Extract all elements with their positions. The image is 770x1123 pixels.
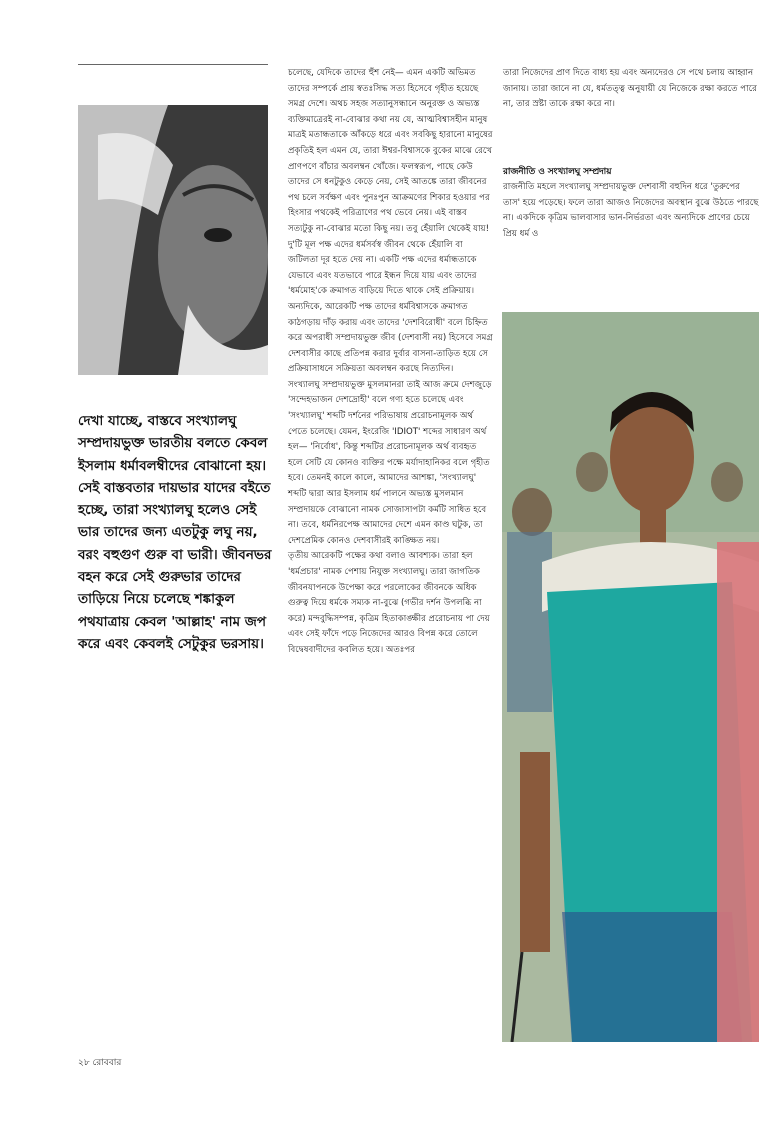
old-man-photo-drawing — [78, 105, 268, 375]
girl-photo — [502, 312, 759, 1042]
article-column-right-sub: রাজনীতি মহলে সংখ্যালঘু সম্প্রদায়ভুক্ত দেশবাসী বহুদিন ধরে 'তুরুপের তাস' হয়ে পড়েছে। ফলে তারা আজও নিজেদের অবস্থান বুঝে উঠতে পারছে না। একদিকে কৃত্রিম ভালবাসার ভান-নির্ভরতা এবং অন্যদিকে প্রাণের চেয়ে প্রিয় ধর্ম ও — [503, 182, 759, 239]
girl-photo-drawing — [502, 312, 759, 1042]
top-rule — [78, 64, 268, 65]
section-subheading: রাজনীতি ও সংখ্যালঘু সম্প্রদায় — [503, 167, 612, 177]
article-column-right-top: তারা নিজেদের প্রাণ দিতে বাধ্য হয় এবং অন্যদেরও সে পথে চলায় আহ্বান জানায়। তারা জানে না যে, ধর্মতত্ত্ব অনুযায়ী যে নিজেকে রক্ষা করতে পারে না, তার স্রষ্টা তাকে রক্ষা করে না। — [503, 68, 757, 110]
old-man-photo — [78, 105, 268, 375]
pullquote: দেখা যাচ্ছে, বাস্তবে সংখ্যালঘু সম্প্রদায়ভুক্ত ভারতীয় বলতে কেবল ইসলাম ধর্মাবলম্বীদের বোঝানো হয়। সেই বাস্তবতার দায়ভার যাদের বইতে হচ্ছে, তারা সংখ্যালঘু হলেও সেই ভার তাদের জন্য এতটুকু লঘু নয়, বরং বহুগুণ গুরু বা ভারী। জীবনভর বহন করে সেই গুরুভার তাদের তাড়িয়ে নিয়ে চলেছে শঙ্কাকুল পথযাত্রায় কেবল 'আল্লাহ' নাম জপ করে এবং কেবলই সেটুকুর ভরসায়। — [78, 413, 272, 652]
article-column-middle: চলেছে, যেদিকে তাদের হুঁশ নেই— এমন একটি অভিমত তাদের সম্পর্কে প্রায় স্বতঃসিদ্ধ সত্য হিসেবে গৃহীত হয়েছে সমগ্র দেশে। অথচ সহজ সত্যানুসন্ধানে অনুরক্ত ও অভ্যস্ত ব্যক্তিমাত্রেরই না-বোঝার কথা নয় যে, আত্মবিশ্বাসহীন মানুষ মাত্রই মতান্ধতাকে আঁকড়ে ধরে এবং সবকিছু হারানো মানুষের প্রকৃতিই হল এমন যে, তারা ঈশ্বর-বিশ্বাসকে বুকের মাঝে রেখে প্রাণপণে বাঁচার অবলম্বন খোঁজে। ফলস্বরূপ, পাছে কেউ তাদের সে ধনটুকুও কেড়ে নেয়, সেই আতঙ্কে তারা জীবনের পথ চলে সর্বক্ষণ এবং পুনঃপুন আক্রমণের শিকার হওয়ার পর হিংসার পথকেই পরিত্রাণের পথ ভেবে নেয়। এই বাস্তব সত্যটুকু না-বোঝার মতো কিছু নয়। তবু হেঁয়ালি থেকেই যায়! দু'টি মূল পক্ষ এদের ধর্মসর্বস্ব জীবন থেকে হেঁয়ালি বা জটিলতা দূর হতে দেয় না। একটি পক্ষ এদের ধর্মান্ধতাকে যেভাবে এবং যতভাবে পারে ইন্ধন দিয়ে যায় এবং তাদের 'ধর্মমোহ'কে ক্রমাগত বাড়িয়ে দিতে থাকে সেই প্রক্রিয়ায়। অন্যদিকে, আরেকটি পক্ষ তাদের ধর্মবিশ্বাসকে ক্রমাগত কাঠগড়ায় দাঁড় করায় এবং তাদের 'দেশবিরোধী' বলে চিহ্নিত করে অপরাধী সম্প্রদায়ভুক্ত জীব (দেশবাসী নয়) হিসেবে সমগ্র দেশবাসীর কাছে প্রতিপন্ন করার দুর্বার বাসনা-তাড়িত হয়ে সে প্রক্রিয়াসাধনে সক্রিয়তা অবলম্বন করছে নিত্যদিন। সংখ্যালঘু সম্প্রদায়ভুক্ত মুসলমানরা তাই আজ ক্রমে দেশজুড়ে 'সন্দেহভাজন দেশদ্রোহী' বলে গণ্য হতে চলেছে এবং 'সংখ্যালঘু' শব্দটি দর্শনের পরিভাষায় প্ররোচনামূলক অর্থ পেতে চলেছে। যেমন, ইংরেজি 'IDIOT' শব্দের সাধারণ অর্থ হল— 'নির্বোধ', কিন্তু শব্দটির প্ররোচনামূলক অর্থ ব্যবহৃত হলে সেটি যে কোনও ব্যক্তির পক্ষে মর্যাদাহানিকর বলে গৃহীত হবে। তেমনই কালে কালে, আমাদের আশঙ্কা, 'সংখ্যালঘু' শব্দটি দ্বারা আর ইসলাম ধর্ম পালনে অভ্যস্ত মুসলমান সম্প্রদায়কে বোঝানো নামক সোজাসাপটা কর্মটি সাধিত হবে না। তবে, ধর্মনিরপেক্ষ আমাদের দেশে এমন কাণ্ড ঘটুক, তা দেশপ্রেমিক কোনও দেশবাসীরই কাঙ্ক্ষিত নয়। তৃতীয় আরেকটি পক্ষের কথা বলাও আবশ্যক। তারা হল 'ধর্মপ্রচার' নামক পেশায় নিযুক্ত সংখ্যালঘু। তারা জাগতিক জীবনযাপনকে উপেক্ষা করে পরলোকের জীবনকে অধিক গুরুত্ব দিয়ে ধর্মকে সম্যক না-বুঝে (গভীর দর্শন উপলব্ধি না করে) মন্দবুদ্ধিসম্পন্ন, কৃত্রিম হিতাকাঙ্ক্ষীর প্ররোচনায় পা দেয় এবং সেই ফাঁদে পড়ে নিজেদের আরও বিপন্ন করে তোলে বিদ্বেষবাদীদের কবলিত হয়ে। অতঃপর — [288, 68, 493, 655]
page-footer: ২৮ রোববার — [78, 1058, 122, 1068]
